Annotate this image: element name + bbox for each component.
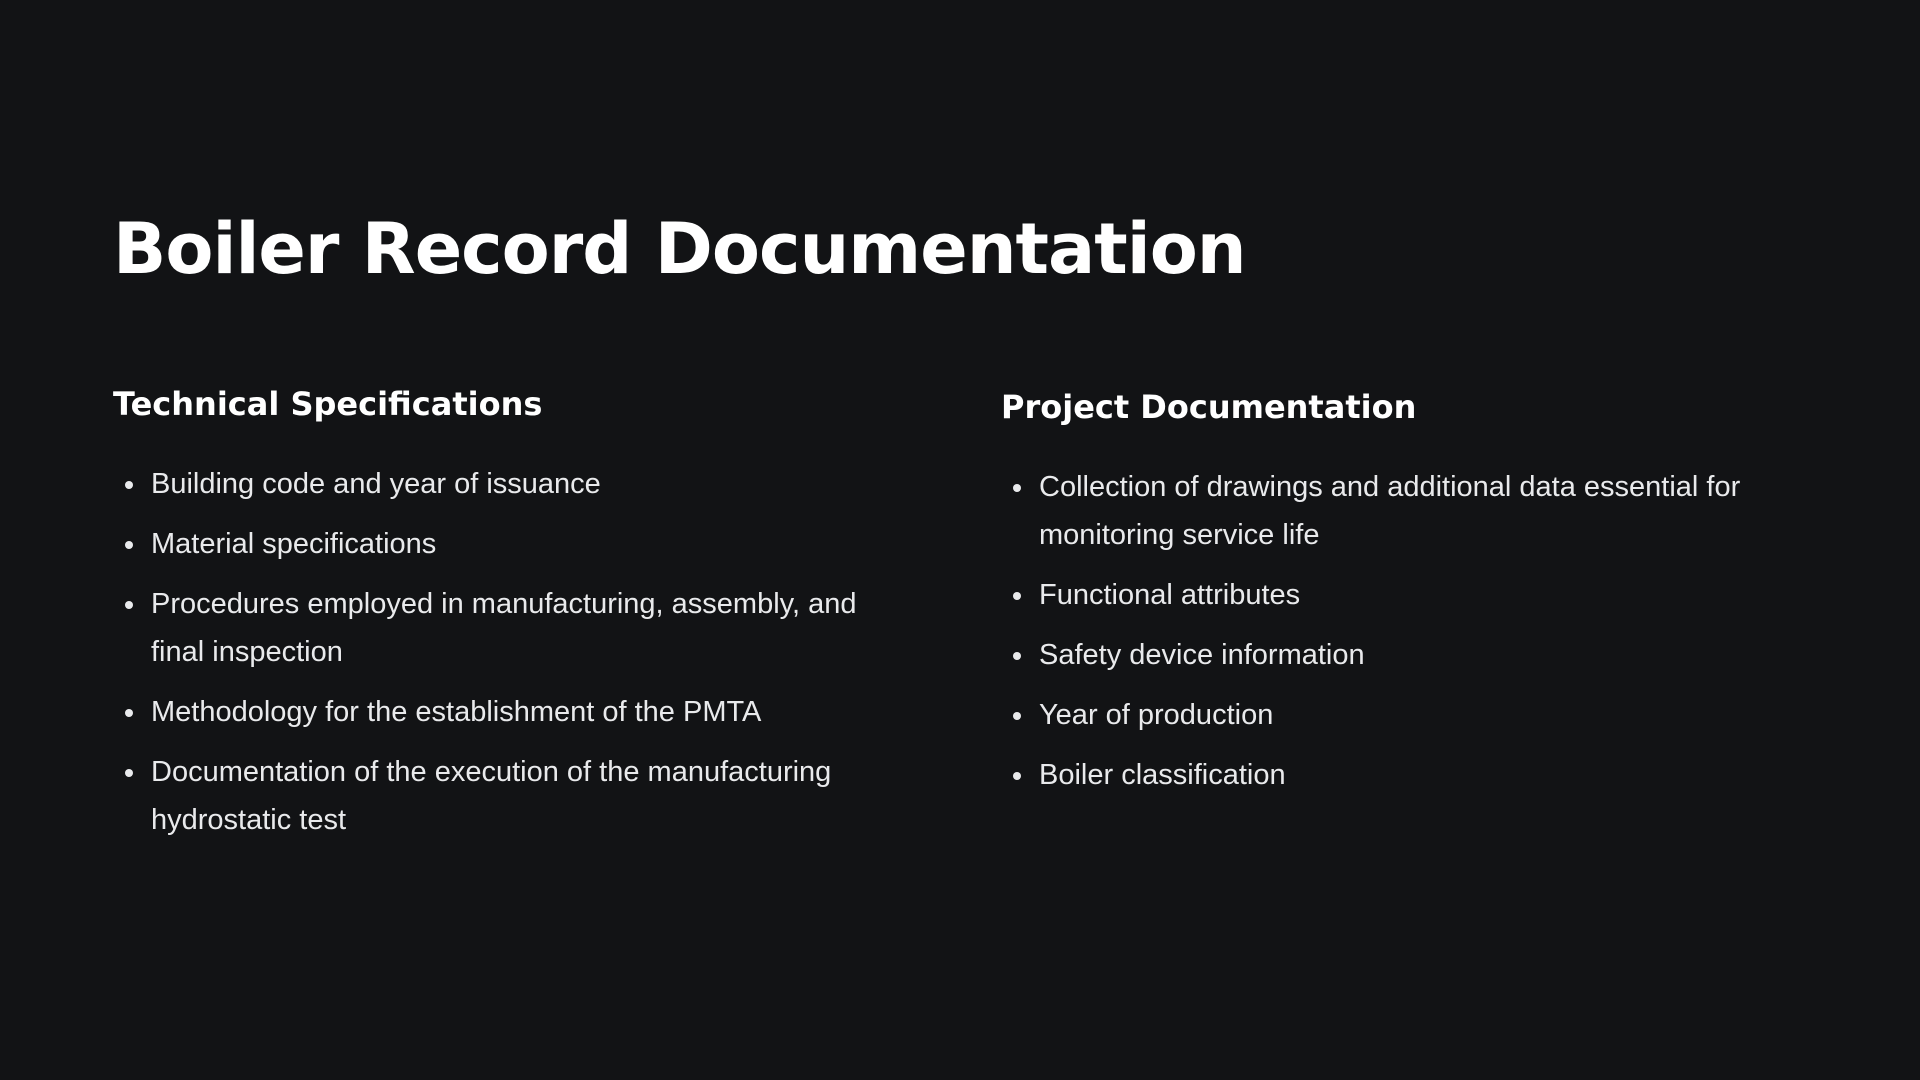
- list-item-text: Methodology for the establishment of the PMTA: [151, 696, 762, 728]
- list-item-text: Collection of drawings and additional data essential for monitoring service life: [1039, 471, 1741, 551]
- bullet-icon: [125, 601, 133, 609]
- list-item: [1001, 463, 1801, 559]
- list-item-text: Year of production: [1039, 699, 1274, 731]
- project-documentation-heading: Project Documentation: [1001, 388, 1417, 426]
- bullet-icon: [125, 769, 133, 777]
- bullet-icon: [1013, 484, 1021, 492]
- list-item-text: Procedures employed in manufacturing, assembly, and final inspection: [151, 588, 857, 668]
- list-item: [113, 460, 893, 508]
- list-item-text: Boiler classification: [1039, 759, 1286, 791]
- bullet-icon: [125, 481, 133, 489]
- list-item: [1001, 571, 1801, 619]
- technical-specifications-column: [113, 384, 893, 856]
- technical-specifications-list: [113, 460, 893, 844]
- list-item: [113, 688, 893, 736]
- bullet-icon: [1013, 772, 1021, 780]
- list-item-text: Material specifications: [151, 528, 437, 560]
- slide-title: Boiler Record Documentation: [113, 208, 1246, 290]
- bullet-icon: [1013, 652, 1021, 660]
- technical-specifications-heading: Technical Specifications: [113, 385, 543, 423]
- list-item: [113, 748, 893, 844]
- list-item-text: Functional attributes: [1039, 579, 1301, 611]
- bullet-icon: [1013, 592, 1021, 600]
- list-item: [113, 520, 893, 568]
- bullet-icon: [125, 541, 133, 549]
- project-documentation-column: [1001, 384, 1801, 811]
- list-item-text: Building code and year of issuance: [151, 468, 601, 500]
- list-item: [1001, 631, 1801, 679]
- list-item: [1001, 691, 1801, 739]
- project-documentation-list: [1001, 463, 1801, 799]
- list-item: [113, 580, 893, 676]
- bullet-icon: [1013, 712, 1021, 720]
- list-item: [1001, 751, 1801, 799]
- list-item-text: Documentation of the execution of the manufacturing hydrostatic test: [151, 756, 832, 836]
- list-item-text: Safety device information: [1039, 639, 1365, 671]
- bullet-icon: [125, 709, 133, 717]
